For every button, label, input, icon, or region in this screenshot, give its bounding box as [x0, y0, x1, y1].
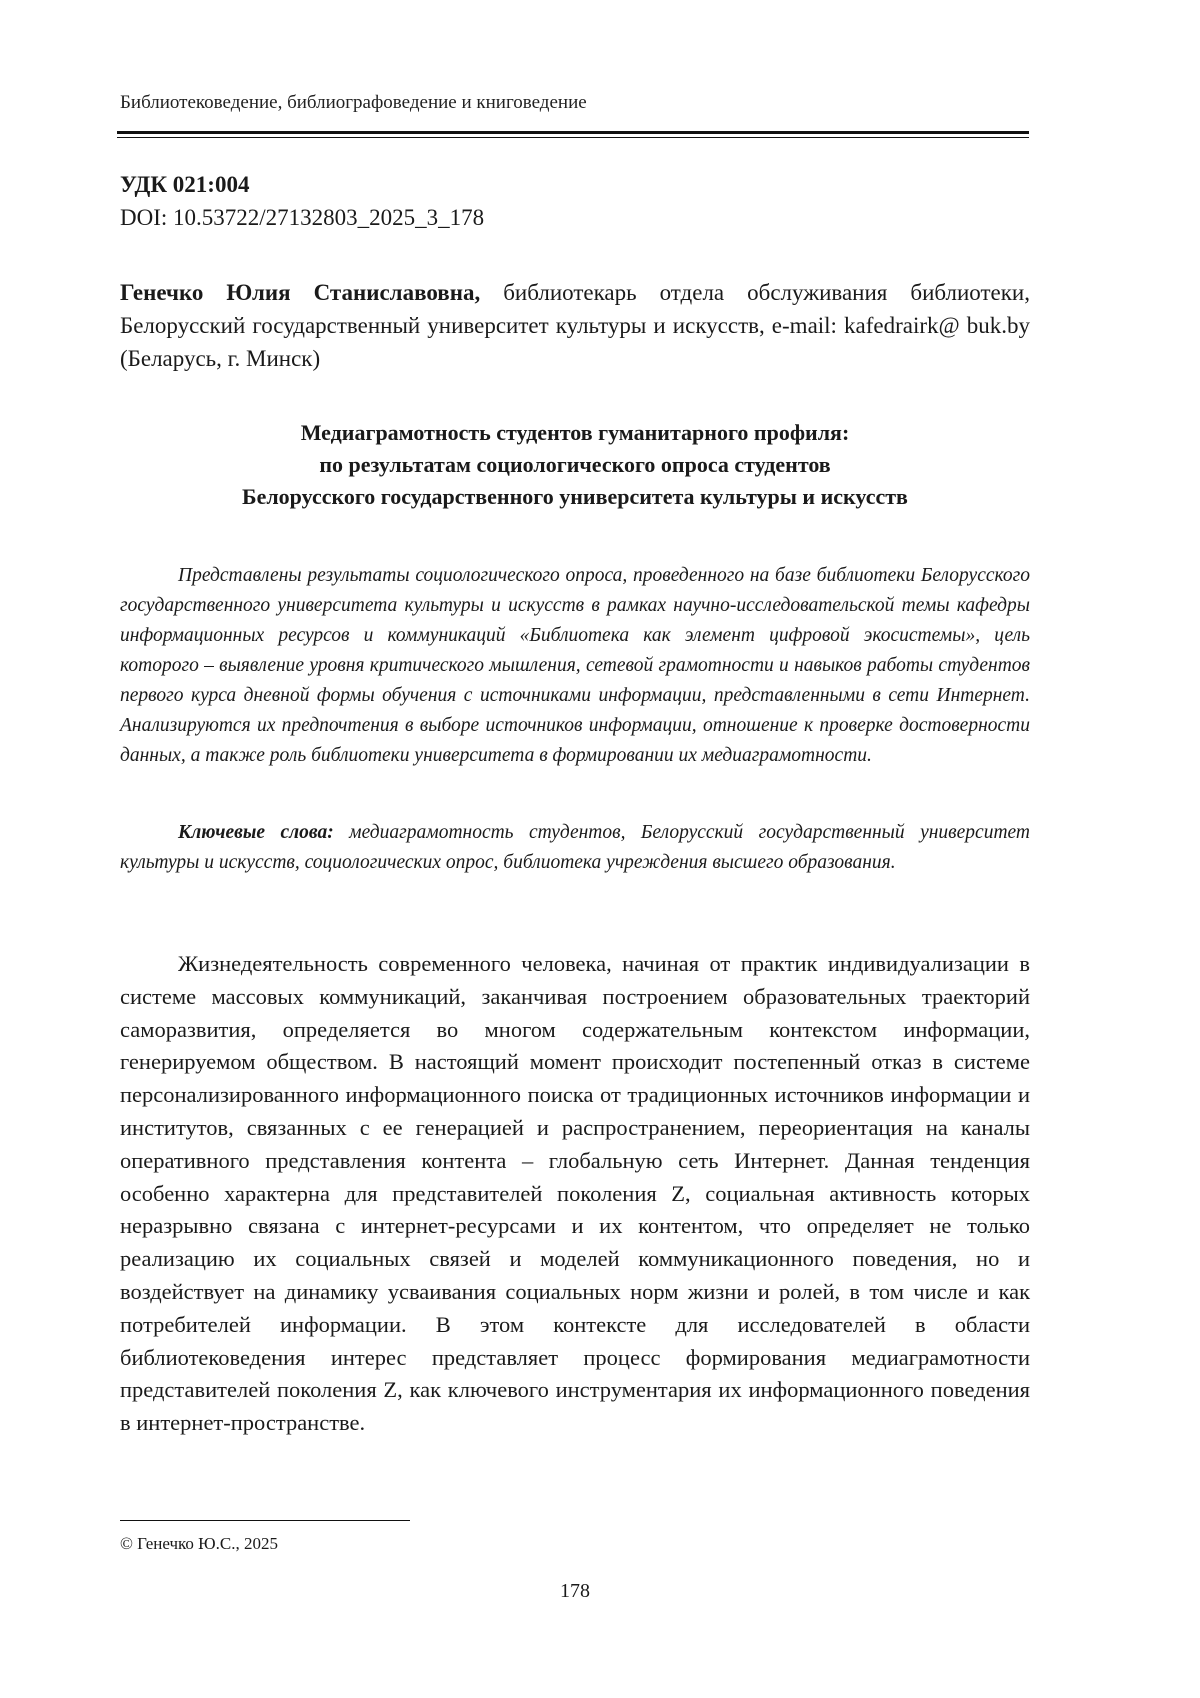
keywords-text: медиаграмотность студентов, Белорусский государственный университет культуры и искусств, социологических опрос, библиотека учреждения высшего образования. — [120, 822, 1031, 873]
journal-page — [120, 0, 1030, 1698]
author-affiliation: библиотекарь отдела обслуживания библиотеки, Белорусский государственный университет культуры и искусств, e-mail: kafedrairk@ buk.by (Беларусь, г. Минск) — [120, 280, 1030, 371]
article-title — [120, 417, 1030, 513]
author-info — [120, 276, 1030, 375]
keywords — [120, 818, 1030, 878]
body-paragraph: Жизнедеятельность современного человека, начиная от практик индивидуализации в системе массовых коммуникаций, заканчивая построением образовательных траекторий саморазвития, определяется во многом содержательным контекстом информации, генерируемом обществом. В настоящий момент происходит постепенный отказ в системе персонализированного информационного поиска от традиционных источников информации и институтов, связанных с ее генерацией и распространением, переориентация на каналы оперативного представления контента – глобальную сеть Интернет. Данная тенденция особенно характерна для представителей поколения Z, социальная активность которых неразрывно связана с интернет-ресурсами и их контентом, что определяет не только реализацию их социальных связей и моделей коммуникационного поведения, но и воздействует на динамику усваивания социальных норм жизни и ролей, в том числе и как потребителей информации. В этом контексте для исследователей в области библиотековедения интерес представляет процесс формирования медиаграмотности представителей поколения Z, как ключевого инструментария их информационного поведения в интернет-пространстве. — [120, 951, 1030, 1436]
running-head: Библиотековедение, библиографоведение и книговедение — [120, 92, 587, 113]
author-name: Генечко Юлия Станиславовна, — [120, 280, 481, 305]
footnote-rule — [120, 1520, 410, 1521]
abstract: Представлены результаты социологического опроса, проведенного на базе библиотеки Белорусского государственного университета культуры и искусств в рамках научно-исследовательской темы кафедры информационных ресурсов и коммуникаций «Библиотека как элемент цифровой экосистемы», цель которого – выявление уровня критического мышления, сетевой грамотности и навыков работы студентов первого курса дневной формы обучения с источниками информации, представленными в сети Интернет. Анализируются их предпочтения в выборе источников информации, отношение к проверке достоверности данных, а также роль библиотеки университета в формировании их медиаграмотности. — [120, 565, 1030, 766]
header-rule-thick — [117, 131, 1029, 134]
keywords-label: Ключевые слова: — [178, 822, 334, 843]
title-line-1: Медиаграмотность студентов гуманитарного профиля: — [300, 420, 850, 445]
doi: DOI: 10.53722/27132803_2025_3_178 — [120, 205, 485, 230]
title-line-3: Белорусского государственного университета культуры и искусств — [242, 484, 908, 509]
title-line-2: по результатам социологического опроса студентов — [319, 452, 831, 477]
udc-code: УДК 021:004 — [120, 172, 250, 197]
page-number: 178 — [560, 1580, 590, 1602]
header-rule-thin — [117, 137, 1029, 138]
copyright-footnote: © Генечко Ю.С., 2025 — [120, 1534, 278, 1553]
